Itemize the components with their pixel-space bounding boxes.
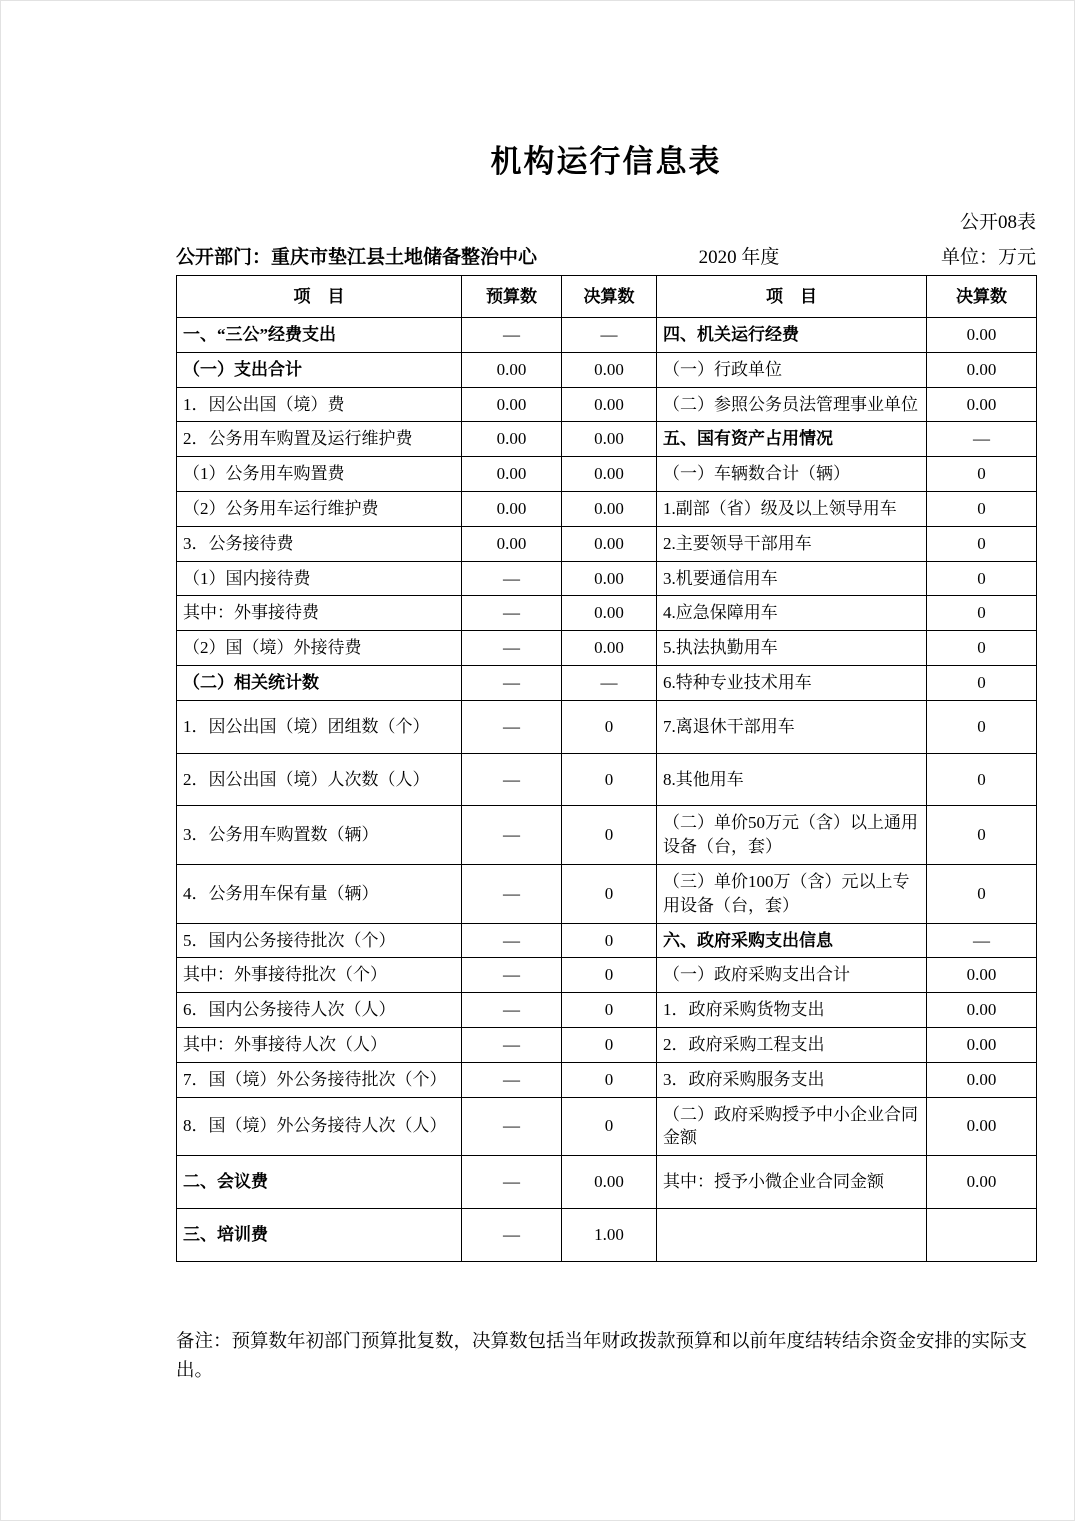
item-name-right: 1.副部（省）级及以上领导用车 (657, 491, 927, 526)
table-row (177, 491, 1037, 526)
item-name-right: 5.执法执勤用车 (657, 631, 927, 666)
item-name-right: （一）车辆数合计（辆） (657, 457, 927, 492)
final-value-right: 0.00 (927, 1156, 1037, 1209)
final-value-right: 0.00 (927, 1097, 1037, 1156)
table-row (177, 318, 1037, 353)
item-name-right: 五、国有资产占用情况 (657, 422, 927, 457)
col-header-final-right: 决算数 (927, 276, 1037, 318)
item-name-right: （一）行政单位 (657, 352, 927, 387)
budget-value: — (462, 1027, 562, 1062)
item-name-right: 六、政府采购支出信息 (657, 923, 927, 958)
budget-value: — (462, 1062, 562, 1097)
table-row (177, 526, 1037, 561)
budget-value: 0.00 (462, 526, 562, 561)
item-name-left: 4．公务用车保有量（辆） (177, 864, 462, 923)
budget-value: — (462, 806, 562, 865)
final-value-right: 0 (927, 631, 1037, 666)
final-value-left: 0.00 (562, 1156, 657, 1209)
table-row (177, 1097, 1037, 1156)
final-value-right: 0.00 (927, 993, 1037, 1028)
table-row (177, 596, 1037, 631)
footnote: 备注：预算数年初部门预算批复数，决算数包括当年财政拨款预算和以前年度结转结余资金安排的实际支出。 (176, 1331, 1028, 1382)
budget-value: — (462, 753, 562, 806)
item-name-right: （二）单价50万元（含）以上通用设备（台，套） (657, 806, 927, 865)
budget-value: — (462, 631, 562, 666)
item-name-left: 其中：外事接待人次（人） (177, 1027, 462, 1062)
item-name-left: （一）支出合计 (177, 352, 462, 387)
table-row (177, 561, 1037, 596)
item-name-left: 二、会议费 (177, 1156, 462, 1209)
final-value-right: 0 (927, 457, 1037, 492)
table-row (177, 631, 1037, 666)
item-name-left: 1．因公出国（境）团组数（个） (177, 700, 462, 753)
final-value-left: 0.00 (562, 631, 657, 666)
final-value-right: 0.00 (927, 958, 1037, 993)
table-row (177, 993, 1037, 1028)
table-row (177, 806, 1037, 865)
table-row (177, 1156, 1037, 1209)
final-value-right: — (927, 923, 1037, 958)
item-name-left: （1）国内接待费 (177, 561, 462, 596)
final-value-right: 0 (927, 561, 1037, 596)
budget-value: 0.00 (462, 491, 562, 526)
final-value-left: — (562, 665, 657, 700)
final-value-left: 0 (562, 993, 657, 1028)
item-name-right: （一）政府采购支出合计 (657, 958, 927, 993)
table-row (177, 457, 1037, 492)
final-value-left: 0 (562, 864, 657, 923)
final-value-left: 0.00 (562, 596, 657, 631)
col-header-final-left: 决算数 (562, 276, 657, 318)
final-value-right: 0 (927, 864, 1037, 923)
table-row (177, 958, 1037, 993)
final-value-left: 0 (562, 1097, 657, 1156)
budget-value: 0.00 (462, 457, 562, 492)
final-value-left: 0 (562, 1027, 657, 1062)
final-value-left: 1.00 (562, 1208, 657, 1261)
final-value-right: 0 (927, 753, 1037, 806)
item-name-left: （2）国（境）外接待费 (177, 631, 462, 666)
budget-value: — (462, 1156, 562, 1209)
final-value-right: 0.00 (927, 318, 1037, 353)
item-name-left: （二）相关统计数 (177, 665, 462, 700)
budget-value: — (462, 700, 562, 753)
col-header-item-left: 项 目 (177, 276, 462, 318)
table-header-row (177, 276, 1037, 318)
item-name-right: （二）参照公务员法管理事业单位 (657, 387, 927, 422)
budget-value: — (462, 1208, 562, 1261)
item-name-right: 其中：授予小微企业合同金额 (657, 1156, 927, 1209)
item-name-left: 6．国内公务接待人次（人） (177, 993, 462, 1028)
table-row (177, 1062, 1037, 1097)
final-value-left: 0 (562, 700, 657, 753)
item-name-right: 1．政府采购货物支出 (657, 993, 927, 1028)
item-name-right: 四、机关运行经费 (657, 318, 927, 353)
final-value-right: — (927, 422, 1037, 457)
final-value-right: 0 (927, 665, 1037, 700)
table-row (177, 422, 1037, 457)
budget-value: — (462, 958, 562, 993)
item-name-left: 其中：外事接待批次（个） (177, 958, 462, 993)
item-name-right: 2.主要领导干部用车 (657, 526, 927, 561)
item-name-right: 8.其他用车 (657, 753, 927, 806)
item-name-left: 2．公务用车购置及运行维护费 (177, 422, 462, 457)
budget-value: — (462, 561, 562, 596)
item-name-left: 7．国（境）外公务接待批次（个） (177, 1062, 462, 1097)
final-value-left: 0 (562, 1062, 657, 1097)
final-value-right: 0 (927, 596, 1037, 631)
item-name-left: 三、培训费 (177, 1208, 462, 1261)
table-body (177, 318, 1037, 1262)
item-name-left: 5．国内公务接待批次（个） (177, 923, 462, 958)
item-name-left: 3．公务接待费 (177, 526, 462, 561)
final-value-left: 0 (562, 923, 657, 958)
final-value-left: 0.00 (562, 387, 657, 422)
table-row (177, 387, 1037, 422)
table-row (177, 352, 1037, 387)
final-value-right: 0.00 (927, 1027, 1037, 1062)
final-value-right: 0 (927, 491, 1037, 526)
budget-value: — (462, 864, 562, 923)
budget-value: — (462, 665, 562, 700)
final-value-left: 0.00 (562, 457, 657, 492)
budget-value: — (462, 923, 562, 958)
final-value-left: 0.00 (562, 561, 657, 596)
final-value-left: 0.00 (562, 352, 657, 387)
item-name-right: 7.离退休干部用车 (657, 700, 927, 753)
final-value-right: 0.00 (927, 387, 1037, 422)
item-name-right: 4.应急保障用车 (657, 596, 927, 631)
item-name-left: （1）公务用车购置费 (177, 457, 462, 492)
table-row (177, 700, 1037, 753)
final-value-right: 0 (927, 806, 1037, 865)
form-number: 公开08表 (959, 212, 1036, 233)
final-value-right: 0 (927, 700, 1037, 753)
item-name-left: 1．因公出国（境）费 (177, 387, 462, 422)
item-name-left: 其中：外事接待费 (177, 596, 462, 631)
table-row (177, 923, 1037, 958)
item-name-left: 8．国（境）外公务接待人次（人） (177, 1097, 462, 1156)
budget-value: — (462, 318, 562, 353)
document-content (176, 1, 1036, 1387)
item-name-right: 2．政府采购工程支出 (657, 1027, 927, 1062)
final-value-right: 0.00 (927, 1062, 1037, 1097)
item-name-right (657, 1208, 927, 1261)
unit-label: 单位：万元 (940, 247, 1036, 268)
table-row (177, 864, 1037, 923)
final-value-left: 0.00 (562, 491, 657, 526)
final-value-right: 0 (927, 526, 1037, 561)
budget-value: — (462, 1097, 562, 1156)
col-header-budget: 预算数 (462, 276, 562, 318)
final-value-left: 0 (562, 806, 657, 865)
final-value-left: 0.00 (562, 526, 657, 561)
budget-value: — (462, 596, 562, 631)
table-row (177, 1208, 1037, 1261)
department-label: 公开部门：重庆市垫江县土地储备整治中心 (176, 247, 538, 268)
operation-info-table (176, 275, 1037, 1262)
final-value-left: — (562, 318, 657, 353)
item-name-right: （三）单价100万（含）元以上专用设备（台，套） (657, 864, 927, 923)
item-name-left: （2）公务用车运行维护费 (177, 491, 462, 526)
final-value-right (927, 1208, 1037, 1261)
table-row (177, 1027, 1037, 1062)
item-name-left: 3．公务用车购置数（辆） (177, 806, 462, 865)
fiscal-year-label: 2020 年度 (698, 247, 780, 268)
item-name-right: （二）政府采购授予中小企业合同金额 (657, 1097, 927, 1156)
final-value-left: 0.00 (562, 422, 657, 457)
item-name-right: 6.特种专业技术用车 (657, 665, 927, 700)
table-row (177, 665, 1037, 700)
final-value-left: 0 (562, 958, 657, 993)
meta-line (176, 242, 1036, 269)
item-name-right: 3.机要通信用车 (657, 561, 927, 596)
item-name-left: 一、“三公”经费支出 (177, 318, 462, 353)
budget-value: 0.00 (462, 422, 562, 457)
final-value-left: 0 (562, 753, 657, 806)
item-name-left: 2．因公出国（境）人次数（人） (177, 753, 462, 806)
item-name-right: 3．政府采购服务支出 (657, 1062, 927, 1097)
col-header-item-right: 项 目 (657, 276, 927, 318)
budget-value: — (462, 993, 562, 1028)
budget-value: 0.00 (462, 352, 562, 387)
budget-value: 0.00 (462, 387, 562, 422)
page-title: 机构运行信息表 (490, 144, 722, 179)
final-value-right: 0.00 (927, 352, 1037, 387)
table-row (177, 753, 1037, 806)
